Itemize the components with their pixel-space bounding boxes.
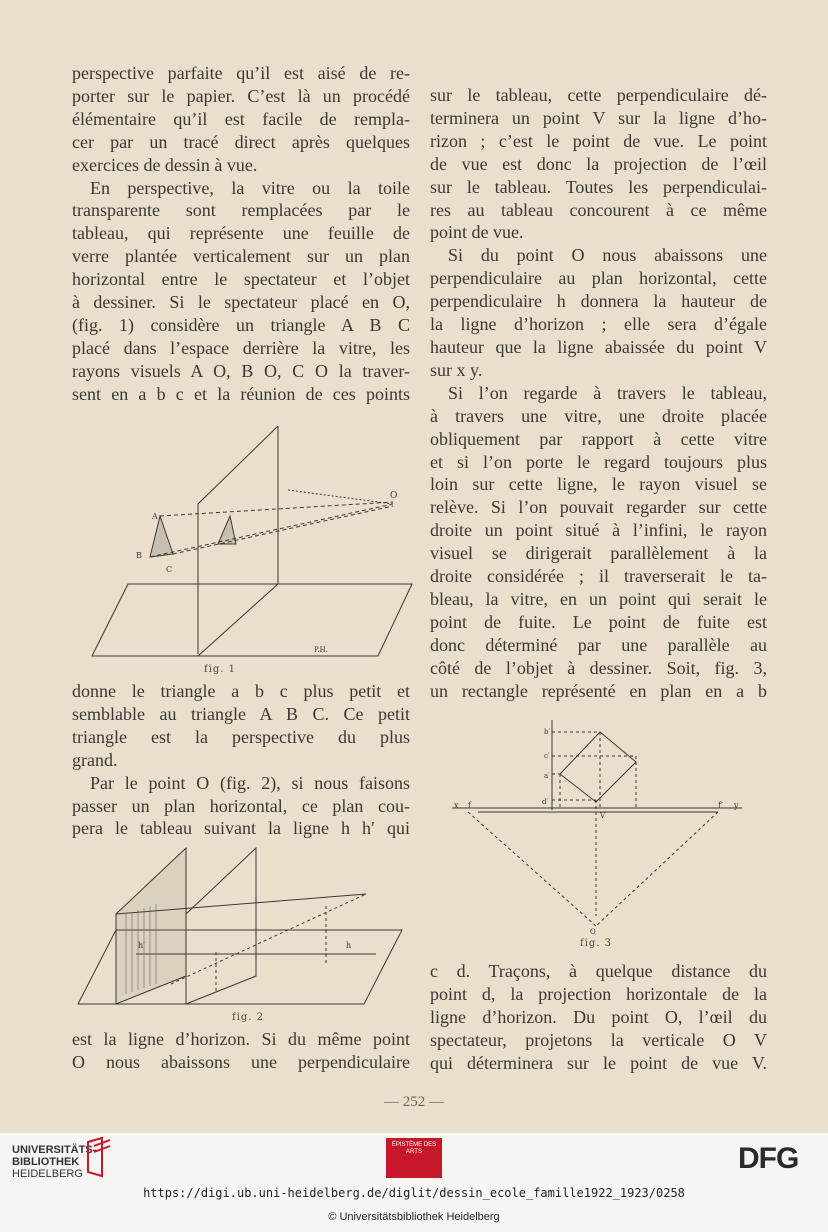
text-line: spectateur, projetons la verticale O V — [430, 1029, 767, 1050]
library-line-2: BIBLIOTHEK — [12, 1156, 80, 1168]
text-line: Si du point O nous abaissons une — [448, 245, 767, 266]
text-line: exercices de dessin à vue. — [72, 154, 258, 175]
right-column-bottom — [430, 960, 767, 1075]
text-line: point de vue. — [430, 222, 524, 243]
library-mark-icon — [84, 1136, 114, 1180]
page-number: — 252 — — [384, 1094, 444, 1110]
text-line: placé dans l’espace derrière la vitre, les — [72, 337, 410, 358]
text-line: rayons visuels A O, B O, C O la traver- — [72, 360, 410, 381]
text-line: (fig. 1) considère un triangle A B C — [72, 314, 410, 335]
text-line: tableau, qui représente une feuille de — [72, 223, 410, 244]
fig2-caption: fig. 2 — [232, 1012, 265, 1023]
fig2-label-h: h — [346, 941, 352, 950]
text-line: porter sur le papier. C’est là un procédé — [72, 85, 410, 106]
text-line: sur le tableau. Toutes les perpendiculai- — [430, 176, 767, 197]
text-line: O nous abaissons une perpendiculaire — [72, 1051, 410, 1072]
fig3-label-a: a′ — [544, 772, 550, 780]
text-line: sur x y. — [430, 359, 483, 380]
right-block-4 — [430, 960, 767, 1075]
fig1-label-a: A — [152, 512, 158, 521]
text-line: sur le tableau, cette perpendiculaire dé- — [430, 85, 767, 105]
text-line: perspective parfaite qu’il est aisé de re- — [72, 63, 410, 83]
copyright-notice: © Universitätsbibliothek Heidelberg — [328, 1211, 500, 1223]
epistemic-logo[interactable] — [386, 1138, 442, 1178]
left-block-2 — [72, 177, 410, 406]
text-line: Si l’on regarde à travers le tableau, — [448, 382, 767, 403]
fig3-caption: fig. 3 — [580, 938, 613, 949]
text-line: relève. Si l’on pouvait regarder sur cette — [430, 497, 767, 518]
text-line: grand. — [72, 749, 118, 770]
text-line: point de fuite. Le point de fuite est — [430, 611, 767, 632]
fig3-label-d: d′ — [542, 798, 549, 806]
fig3-label-y: y — [734, 801, 739, 810]
text-line: de vue est donc la projection de l’œil — [430, 153, 767, 174]
right-block-2 — [430, 244, 767, 381]
text-line: sent en a b c et la réunion de ces points — [72, 383, 410, 404]
fig1-caption: fig. 1 — [204, 664, 237, 675]
figure-3 — [448, 716, 748, 938]
text-line: loin sur cette ligne, le rayon visuel se — [430, 474, 767, 495]
text-line: à dessiner. Si le spectateur placé en O, — [72, 292, 410, 313]
fig3-label-c: c′ — [544, 752, 550, 760]
text-line: res au tableau concourent à ce même — [430, 199, 767, 220]
fig2-label-hp: h′ — [138, 941, 145, 950]
library-line-1: UNIVERSITÄTS- — [12, 1144, 97, 1156]
text-line: horizontal entre le spectateur et l’objet — [72, 269, 410, 290]
fig3-label-x: x — [454, 801, 459, 810]
fig3-label-f: f — [468, 801, 471, 810]
text-line: pera le tableau suivant la ligne h h′ qui — [72, 818, 410, 839]
text-line: droite un point situé à l’infini, le rayon — [430, 520, 767, 541]
text-line: passer un plan horizontal, ce plan cou- — [72, 795, 410, 816]
text-line: donne le triangle a b c plus petit et — [72, 681, 410, 701]
fig3-label-fp: f′ — [718, 801, 723, 810]
text-line: la ligne d’horizon ; elle sera d’égale — [430, 314, 767, 335]
text-line: côté de l’objet à dessiner. Soit, fig. 3, — [430, 657, 767, 678]
left-column-lower — [72, 680, 410, 840]
text-line: verre plantée verticalement sur un plan — [72, 246, 410, 267]
fig3-label-o: O — [590, 928, 596, 936]
right-block-3 — [430, 382, 767, 703]
left-block-5 — [72, 1028, 410, 1074]
left-block-1 — [72, 62, 410, 177]
text-line: et si l’on porte le regard toujours plus — [430, 451, 767, 472]
left-block-3 — [72, 680, 410, 772]
text-line: à travers une vitre, une droite placée — [430, 405, 767, 426]
text-line: point d, la projection horizontale de la — [430, 983, 767, 1004]
text-line: perpendiculaire h donnera la hauteur de — [430, 291, 767, 312]
figure-1 — [88, 424, 418, 664]
text-line: donc déterminé par une parallèle au — [430, 634, 767, 655]
text-line: perpendiculaire au plan horizontal, cette — [430, 268, 767, 289]
fig1-label-b: B — [136, 551, 142, 560]
text-line: c d. Traçons, à quelque distance du — [430, 961, 767, 981]
library-line-3: HEIDELBERG — [12, 1168, 83, 1180]
text-line: obliquement par rapport à cette vitre — [430, 428, 767, 449]
fig3-label-v: V — [600, 812, 606, 820]
text-line: hauteur que la ligne abaissée du point V — [430, 336, 767, 357]
left-block-4 — [72, 772, 410, 841]
text-line: un rectangle représenté en plan en a b — [430, 680, 767, 701]
dfg-logo[interactable]: DFG — [738, 1142, 799, 1175]
epistemic-text: ÉPISTÈME DES ARTS — [391, 1142, 437, 1155]
text-line: rizon ; c’est le point de vue. Le point — [430, 130, 767, 151]
fig3-label-b: b′ — [544, 728, 551, 736]
text-line: qui déterminera sur le point de vue V. — [430, 1052, 767, 1073]
text-line: visuel se dirigerait parallèlement à la — [430, 543, 767, 564]
fig1-label-o: O — [390, 491, 398, 501]
text-line: En perspective, la vitre ou la toile — [90, 177, 410, 198]
left-column-bottom — [72, 1028, 410, 1074]
fig1-label-ph: P.H. — [314, 646, 328, 654]
right-block-1 — [430, 84, 767, 244]
figure-2 — [76, 844, 404, 1010]
text-line: bleau, la vitre, en un point qui serait le — [430, 588, 767, 609]
fig1-label-c: C — [166, 565, 173, 574]
text-line: triangle est la perspective du plus — [72, 726, 410, 747]
text-line: terminera un point V sur la ligne d’ho- — [430, 107, 767, 128]
text-line: élémentaire qu’il est facile de rempla- — [72, 108, 410, 129]
right-column — [430, 84, 767, 702]
left-column — [72, 62, 410, 406]
text-line: Par le point O (fig. 2), si nous faisons — [90, 772, 410, 793]
text-line: droite considérée ; il traverserait le ta- — [430, 566, 767, 587]
text-line: est la ligne d’horizon. Si du même point — [72, 1029, 410, 1049]
permalink-url[interactable]: https://digi.ub.uni-heidelberg.de/diglit/dessin_ecole_famille1922_1923/0258 — [143, 1186, 685, 1200]
text-line: semblable au triangle A B C. Ce petit — [72, 703, 410, 724]
text-line: ligne d’horizon. Du point O, l’œil du — [430, 1006, 767, 1027]
text-line: transparente sont remplacées par le — [72, 200, 410, 221]
text-line: cer par un tracé direct après quelques — [72, 131, 410, 152]
